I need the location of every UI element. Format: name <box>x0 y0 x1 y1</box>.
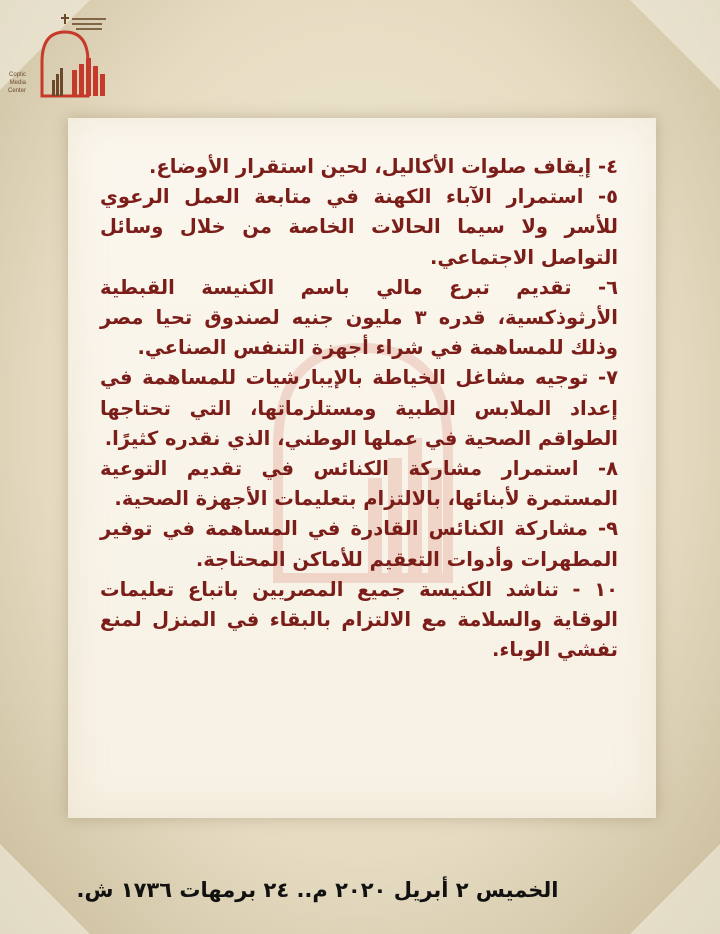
date-footer: الخميس ٢ أبريل ٢٠٢٠ م.. ٢٤ برمهات ١٧٣٦ ش. <box>76 878 559 902</box>
coptic-media-center-logo <box>7 10 112 100</box>
list-item: ٧- توجيه مشاغل الخياطة بالإيبارشيات للمساهمة في إعداد الملابس الطبية ومستلزماتها، التي تحتاجها الطواقم الصحية في عملها الوطني، الذي نقدره كثيرًا. <box>100 366 618 450</box>
logo-text-line: Media <box>9 80 26 86</box>
list-item: ٤- إيقاف صلوات الأكاليل، لحين استقرار الأوضاع. <box>148 155 618 178</box>
logo-text-line: Center <box>7 88 26 94</box>
list-item: ٥- استمرار الآباء الكهنة في متابعة العمل الرعوي للأسر ولا سيما الحالات الخاصة من خلال وسائل التواصل الاجتماعي. <box>100 185 618 269</box>
logo-text-line: Coptic <box>8 72 26 78</box>
list-item: ٨- استمرار مشاركة الكنائس في تقديم التوعية المستمرة لأبنائها، بالالتزام بتعليمات الأجهزة الصحية. <box>100 457 618 511</box>
corner-decoration <box>630 844 720 934</box>
list-item: ٦- تقديم تبرع مالي باسم الكنيسة القبطية الأرثوذكسية، قدره ٣ مليون جنيه لصندوق تحيا مصر وذلك للمساهمة في شراء أجهزة التنفس الصناعي. <box>100 275 618 360</box>
list-item: ٩- مشاركة الكنائس القادرة في المساهمة في توفير المطهرات وأدوات التعقيم للأماكن المحتاجة. <box>100 517 618 571</box>
corner-decoration <box>630 0 720 90</box>
list-item: ١٠ - تناشد الكنيسة جميع المصريين باتباع تعليمات الوقاية والسلامة مع الالتزام بالبقاء في المنزل لمنع تفشي الوباء. <box>100 577 618 662</box>
decisions-list <box>100 152 618 665</box>
